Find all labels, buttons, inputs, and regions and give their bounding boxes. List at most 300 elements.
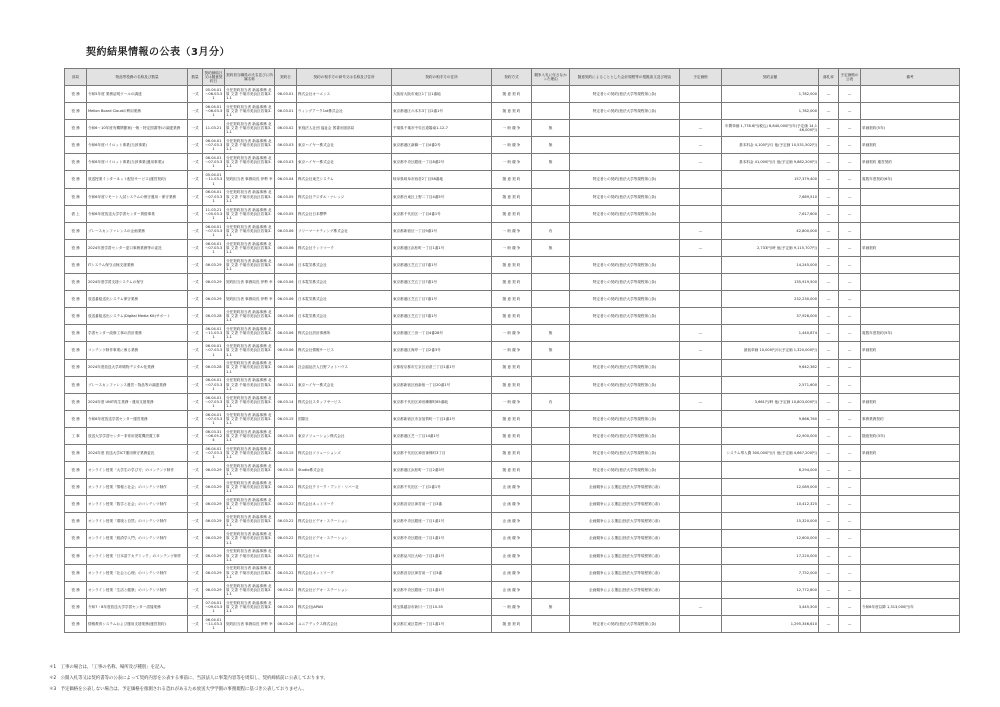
table-cell: 2024年度放送大学印刷物デジタル化業務: [87, 359, 188, 376]
table-row: [65, 325, 960, 342]
table-cell: [532, 376, 570, 393]
table-cell: [680, 410, 722, 427]
table-cell: 日本電気株式会社: [297, 308, 392, 325]
table-cell: 東京都千代田区一丁目1番1号: [392, 479, 492, 496]
table-cell: [680, 479, 722, 496]
table-cell: 特定者との契約(独法大学等規程第○条): [570, 103, 680, 120]
column-header: 予定価格の公表: [839, 69, 861, 86]
table-cell: 単価契約: [861, 342, 960, 359]
table-cell: 役 務: [65, 581, 87, 598]
table-cell: [861, 462, 960, 479]
table-cell: [532, 359, 570, 376]
table-cell: 役 務: [65, 410, 87, 427]
table-cell: 東京都新宿区西新宿一丁目20番1号: [392, 376, 492, 393]
table-cell: 一式: [188, 598, 203, 615]
table-cell: 分任契約担当者 新潟事務 北原 文香 千葉市美浜区若葉3-1-1: [225, 239, 275, 256]
table-cell: 特定者との契約(独法大学等規程第○条): [570, 188, 680, 205]
table-cell: 放送授業インターネット配信サービス(運営契約): [87, 171, 188, 188]
table-cell: —: [680, 239, 722, 256]
table-cell: 株式会社JAPAN: [297, 598, 392, 615]
table-cell: 役 務: [65, 359, 87, 376]
table-cell: 06.03.02: [275, 120, 297, 137]
table-cell: 株式会社ソリューションズ: [297, 444, 392, 461]
table-cell: [532, 615, 570, 632]
table-cell: 役 務: [65, 496, 87, 513]
table-cell: 無: [532, 239, 570, 256]
table-cell: [532, 291, 570, 308]
table-cell: [680, 103, 722, 120]
table-cell: 06.03.14: [275, 393, 297, 410]
table-cell: —: [819, 188, 839, 205]
table-cell: 単価契約: [861, 444, 960, 461]
table-cell: 11.03.21: [203, 120, 225, 137]
table-cell: 企画競争による選定(独法大学等規程第○条): [570, 479, 680, 496]
table-cell: —: [680, 325, 722, 342]
table-cell: [861, 376, 960, 393]
table-cell: 特定者との契約(独法大学等規程第○条): [570, 615, 680, 632]
table-row: [65, 256, 960, 273]
table-cell: 東京都新宿区一丁目9番1号: [392, 222, 492, 239]
table-cell: —: [839, 274, 861, 291]
table-cell: —: [839, 239, 861, 256]
table-cell: 分任契約担当者 新潟事務 北原 文香 千葉市美浜区若葉3-1-1: [225, 86, 275, 103]
table-cell: 7,752,000: [722, 564, 819, 581]
column-header: 契約担当職員の氏名並びに所属名称: [225, 69, 275, 86]
table-cell: 役 務: [65, 444, 87, 461]
table-cell: [570, 120, 680, 137]
table-cell: 分任契約担当者 新潟事務 北原 文香 千葉市美浜区若葉3-1-1: [225, 444, 275, 461]
table-cell: 8,294,000: [722, 462, 819, 479]
table-cell: 随 意 契 約: [492, 86, 532, 103]
table-cell: 06.03.06: [275, 325, 297, 342]
table-cell: 契約担当者 事務局長 伊勢 幸: [225, 274, 275, 291]
table-cell: —: [839, 188, 861, 205]
table-cell: 分任契約担当者 新潟事務 北原 文香 千葉市美浜区若葉3-1-1: [225, 154, 275, 171]
table-cell: —: [819, 291, 839, 308]
table-cell: オンライン授業「生活と健康」のコンテンツ制作: [87, 581, 188, 598]
table-cell: —: [839, 222, 861, 239]
table-cell: 株式会社ネットワーク: [297, 496, 392, 513]
table-cell: 分任契約担当者 新潟事務 北原 文香 千葉市美浜区若葉3-1-1: [225, 547, 275, 564]
table-cell: 06.03.22: [275, 547, 297, 564]
table-cell: 役 務: [65, 376, 87, 393]
table-cell: 06.04.01～07.03.31: [203, 376, 225, 393]
table-cell: 2024年度学習支援システムの保守: [87, 274, 188, 291]
table-cell: —: [839, 547, 861, 564]
table-cell: —: [819, 239, 839, 256]
table-cell: 一式: [188, 291, 203, 308]
table-cell: 企 画 競 争: [492, 547, 532, 564]
table-cell: —: [839, 444, 861, 461]
table-row: [65, 86, 960, 103]
table-cell: 06.03.28: [203, 308, 225, 325]
table-cell: 一式: [188, 462, 203, 479]
table-cell: 分任契約担当者 新潟事務 北原 文香 千葉市美浜区若葉3-1-1: [225, 120, 275, 137]
table-cell: 役 務: [65, 564, 87, 581]
table-cell: —: [819, 530, 839, 547]
table-cell: 令和7・8年度放送大学学習センター清掃業務: [87, 598, 188, 615]
table-cell: 役 務: [65, 222, 87, 239]
table-cell: [570, 342, 680, 359]
table-cell: 一式: [188, 137, 203, 154]
table-cell: 06.03.25: [275, 598, 297, 615]
table-cell: 東京都中央区銀座一丁目1番1号: [392, 530, 492, 547]
table-cell: 一 般 競 争: [492, 120, 532, 137]
table-cell: 国際社: [297, 410, 392, 427]
table-row: [65, 359, 960, 376]
table-cell: 役 務: [65, 86, 87, 103]
table-cell: 株式会社ビデオ・ステーション: [297, 513, 392, 530]
table-cell: 一式: [188, 547, 203, 564]
table-cell: [532, 188, 570, 205]
table-cell: 2024年度 UNIT再生業務・運用支援業務: [87, 393, 188, 410]
table-cell: 岐阜県岐阜市西荘2丁目58番地: [392, 171, 492, 188]
table-cell: 東京都港区浜松町一丁目1番1号: [392, 239, 492, 256]
table-cell: 06.03.06: [275, 342, 297, 359]
table-cell: 06.04.01～11.03.31: [203, 615, 225, 632]
table-cell: 株式会社設計事務所: [297, 325, 392, 342]
table-cell: 06.04.01～06.03.31: [203, 103, 225, 120]
table-cell: 9,866,760: [722, 410, 819, 427]
table-cell: 06.03.11: [275, 376, 297, 393]
table-cell: 企画競争による選定(独法大学等規程第○条): [570, 513, 680, 530]
table-row: [65, 393, 960, 410]
table-cell: 東京都新宿区市谷加賀町一丁目1番1号: [392, 410, 492, 427]
table-cell: 分任契約担当者 新潟事務 北原 文香 千葉市美浜区若葉3-1-1: [225, 513, 275, 530]
table-cell: [861, 291, 960, 308]
table-cell: 役 務: [65, 530, 87, 547]
table-cell: 役 務: [65, 137, 87, 154]
table-cell: [861, 205, 960, 222]
table-cell: 役 務: [65, 103, 87, 120]
table-cell: 特定者との契約(独法大学等規程第○条): [570, 171, 680, 188]
table-row: [65, 462, 960, 479]
table-cell: 06.04.01～07.03.31: [203, 410, 225, 427]
table-row: [65, 564, 960, 581]
table-cell: 06.03.04: [275, 171, 297, 188]
table-cell: 工 事: [65, 427, 87, 444]
table-cell: 無: [532, 325, 570, 342]
table-cell: 分任契約担当者 新潟事務 北原 文香 千葉市美浜区若葉3-1-1: [225, 256, 275, 273]
table-cell: 06.03.29: [203, 256, 225, 273]
table-cell: 随意契約(3年): [861, 427, 960, 444]
table-cell: 15,320,000: [722, 513, 819, 530]
table-cell: —: [819, 103, 839, 120]
table-cell: 特定者との契約(独法大学等規程第○条): [570, 86, 680, 103]
table-cell: 役 務: [65, 513, 87, 530]
table-row: [65, 598, 960, 615]
table-cell: 42,800,000: [722, 222, 819, 239]
table-cell: [861, 530, 960, 547]
table-cell: 株式会社デジタル・ナレッジ: [297, 188, 392, 205]
table-cell: 家庭法人社団 福祉会 図書出版部局: [297, 120, 392, 137]
table-cell: オンライン授業「数学と社会」のコンテンツ制作: [87, 496, 188, 513]
table-cell: ITシステム保守点検支援業務: [87, 256, 188, 273]
table-cell: 単価契約: [861, 393, 960, 410]
contract-table: [64, 68, 960, 633]
table-cell: 分任契約担当者 新潟事務 北原 文香 千葉市美浜区若葉3-1-1: [225, 410, 275, 427]
column-header: 予定価格: [680, 69, 722, 86]
table-cell: 一式: [188, 376, 203, 393]
table-cell: 分任契約担当者 新潟事務 北原 文香 千葉市美浜区若葉3-1-1: [225, 564, 275, 581]
table-cell: 一 般 競 争: [492, 393, 532, 410]
table-cell: 株式会社オーエンス: [297, 86, 392, 103]
table-cell: [680, 256, 722, 273]
table-cell: 随 意 契 約: [492, 103, 532, 120]
table-cell: 複数年度契約(5年): [861, 325, 960, 342]
table-cell: [532, 547, 570, 564]
table-cell: 一式: [188, 256, 203, 273]
table-cell: 東京都港区芝一丁目14番1号: [392, 427, 492, 444]
table-cell: 06.03.29: [203, 513, 225, 530]
table-header-row: [65, 69, 960, 86]
table-cell: —: [819, 479, 839, 496]
table-cell: 分任契約担当者 新潟事務 北原 文香 千葉市美浜区若葉3-1-1: [225, 496, 275, 513]
table-cell: 東京都中央区銀座一丁目1番1号: [392, 581, 492, 598]
table-cell: 7,689,510: [722, 188, 819, 205]
table-cell: 分任契約担当者 新潟事務 北原 文香 千葉市美浜区若葉3-1-1: [225, 598, 275, 615]
table-cell: 06.03.06: [275, 359, 297, 376]
table-cell: 無: [532, 120, 570, 137]
table-cell: [861, 103, 960, 120]
table-cell: 一式: [188, 564, 203, 581]
table-cell: 東京都港区三田一丁目4番28号: [392, 325, 492, 342]
table-cell: [680, 496, 722, 513]
table-cell: —: [839, 427, 861, 444]
table-cell: 大阪府大阪市東区1丁目1番地: [392, 86, 492, 103]
table-cell: 随 意 契 約: [492, 188, 532, 205]
table-cell: 1,295,346,610: [722, 615, 819, 632]
table-row: [65, 205, 960, 222]
table-cell: 06.04.01～07.03.31: [203, 239, 225, 256]
column-header: 随意契約によることとした会計規程等の根拠条文及び理由: [570, 69, 680, 86]
table-cell: [532, 530, 570, 547]
table-cell: 06.03.05: [275, 188, 297, 205]
table-row: [65, 427, 960, 444]
table-cell: 一式: [188, 120, 203, 137]
table-cell: 学習センター改修工事の設計業務: [87, 325, 188, 342]
table-cell: 11.03.21～05.03.31: [203, 205, 225, 222]
table-cell: [532, 564, 570, 581]
table-cell: 複数年度契約(6年): [861, 171, 960, 188]
table-cell: 東京都港区浜松町一丁目2番3号: [392, 462, 492, 479]
table-cell: 役 務: [65, 256, 87, 273]
table-body: [65, 86, 960, 633]
table-cell: —: [839, 120, 861, 137]
table-cell: 基本料金 41,000円/月 他(予定価 9,882,200円): [722, 154, 819, 171]
table-cell: —: [839, 598, 861, 615]
table-cell: 2024年度 放送大学ICT運用保守業務委託: [87, 444, 188, 461]
table-cell: —: [819, 308, 839, 325]
table-row: [65, 479, 960, 496]
table-cell: 232,230,000: [722, 291, 819, 308]
table-cell: 東京ハイヤー株式会社: [297, 137, 392, 154]
table-cell: 10,412,325: [722, 496, 819, 513]
table-cell: 1,782,000: [722, 103, 819, 120]
table-cell: [861, 547, 960, 564]
table-cell: 分任契約担当者 新潟事務 北原 文香 千葉市美浜区若葉3-1-1: [225, 188, 275, 205]
table-cell: [861, 496, 960, 513]
table-cell: 企 画 競 争: [492, 496, 532, 513]
table-cell: 東京都港区芝五丁目7番1号: [392, 256, 492, 273]
table-cell: [861, 564, 960, 581]
table-cell: 一式: [188, 86, 203, 103]
table-cell: 06.03.22: [275, 564, 297, 581]
table-cell: 役 務: [65, 120, 87, 137]
table-cell: 一 般 競 争: [492, 222, 532, 239]
table-cell: —: [819, 462, 839, 479]
table-cell: 一式: [188, 410, 203, 427]
table-cell: 一 般 競 争: [492, 154, 532, 171]
table-row: [65, 496, 960, 513]
table-cell: 06.03.22: [275, 513, 297, 530]
table-cell: [680, 581, 722, 598]
table-cell: 一式: [188, 427, 203, 444]
table-cell: 06.03.22: [275, 581, 297, 598]
table-cell: 企 画 競 争: [492, 530, 532, 547]
table-cell: 06.04.01～07.03.31: [203, 154, 225, 171]
table-cell: 株式会社ネットワーク: [297, 564, 392, 581]
table-cell: —: [819, 325, 839, 342]
table-cell: [861, 256, 960, 273]
table-cell: 一 般 競 争: [492, 598, 532, 615]
table-cell: [532, 427, 570, 444]
table-cell: 06.03.15: [275, 427, 297, 444]
table-cell: [532, 86, 570, 103]
table-cell: —: [819, 615, 839, 632]
table-cell: 特定者との契約(独法大学等規程第○条): [570, 427, 680, 444]
table-cell: 役 務: [65, 154, 87, 171]
table-cell: [861, 479, 960, 496]
table-cell: —: [839, 462, 861, 479]
table-cell: 06.03.06: [275, 274, 297, 291]
table-cell: 06.03.29: [203, 564, 225, 581]
table-cell: [861, 188, 960, 205]
page-title: 契約結果情報の公表（3月分）: [86, 47, 230, 58]
table-cell: 分任契約担当者 新潟事務 北原 文香 千葉市美浜区若葉3-1-1: [225, 325, 275, 342]
table-cell: —: [839, 308, 861, 325]
table-cell: [861, 274, 960, 291]
table-cell: 東京都千代田区一丁目4番1号: [392, 205, 492, 222]
table-cell: オンライン授業「日本語アカデミック」のコンテンツ制作: [87, 547, 188, 564]
footnotes: [49, 663, 979, 695]
table-cell: 単価契約: [861, 137, 960, 154]
table-cell: 一式: [188, 171, 203, 188]
table-cell: 一式: [188, 479, 203, 496]
table-row: [65, 120, 960, 137]
table-row: [65, 547, 960, 564]
table-cell: 06.04.01～07.03.31: [203, 444, 225, 461]
table-cell: 東京都江東区豊洲一丁目1番1号: [392, 615, 492, 632]
table-cell: —: [819, 86, 839, 103]
table-row: [65, 171, 960, 188]
table-cell: 一式: [188, 239, 203, 256]
table-cell: 企画競争による選定(独法大学等規程第○条): [570, 496, 680, 513]
table-cell: 分任契約担当者 新潟事務 北原 文香 千葉市美浜区若葉3-1-1: [225, 581, 275, 598]
table-cell: 随 意 契 約: [492, 444, 532, 461]
table-cell: オンライン授業「情報と社会」のコンテンツ制作: [87, 479, 188, 496]
table-cell: ウィングアーク1st株式会社: [297, 103, 392, 120]
table-cell: 役 務: [65, 342, 87, 359]
table-cell: 06.03.29: [203, 530, 225, 547]
table-cell: 分任契約担当者 新潟事務 北原 文香 千葉市美浜区若葉3-1-1: [225, 359, 275, 376]
table-cell: —: [819, 564, 839, 581]
table-cell: 分任契約担当者 新潟事務 北原 文香 千葉市美浜区若葉3-1-1: [225, 376, 275, 393]
table-cell: 06.03.01: [275, 103, 297, 120]
table-cell: —: [819, 154, 839, 171]
table-row: [65, 274, 960, 291]
table-cell: 令和6年度放送大学学習センター賃借事業: [87, 205, 188, 222]
table-cell: 企画競争による選定(独法大学等規程第○条): [570, 547, 680, 564]
table-cell: [680, 462, 722, 479]
table-cell: —: [819, 205, 839, 222]
table-cell: 一 般 競 争: [492, 342, 532, 359]
table-cell: 株式会社日本標準: [297, 205, 392, 222]
table-cell: オンライン授業「社会と心理」のコンテンツ制作: [87, 564, 188, 581]
footnote-2: ＊2 公開入札等又は契約書等の公表によって契約内容を公表する事前に、当該法人に事業内容等を周知し、契約締結前に公表しております。: [49, 675, 329, 681]
table-cell: 一式: [188, 222, 203, 239]
table-cell: 日本電気株式会社: [297, 274, 392, 291]
table-cell: 令和5年度 業務証明ツールの調達: [87, 86, 188, 103]
column-header: 契約方式: [492, 69, 532, 86]
table-cell: —: [839, 103, 861, 120]
table-cell: 一式: [188, 205, 203, 222]
table-cell: 分任契約担当者 新潟事務 北原 文香 千葉市美浜区若葉3-1-1: [225, 530, 275, 547]
table-cell: [532, 496, 570, 513]
table-cell: [532, 171, 570, 188]
table-cell: 特定者との契約(独法大学等規程第○条): [570, 205, 680, 222]
table-cell: —: [819, 120, 839, 137]
table-cell: 06.03.22: [275, 479, 297, 496]
table-row: [65, 103, 960, 120]
footnote-1: ＊1 工事の場合は、「工事の名称、場所及び種別」を記入。: [49, 665, 169, 670]
table-cell: 随 意 契 約: [492, 615, 532, 632]
column-header: 契約日: [275, 69, 297, 86]
table-row: [65, 239, 960, 256]
table-cell: [861, 308, 960, 325]
table-row: [65, 154, 960, 171]
table-cell: 契約担当者 事務局長 伊勢 幸: [225, 615, 275, 632]
table-cell: —: [839, 615, 861, 632]
table-cell: 06.04.01～07.03.31: [203, 222, 225, 239]
table-cell: 東京都渋谷区神宮前一丁目3番: [392, 564, 492, 581]
table-cell: 埼玉県越谷市新川一丁目10-55: [392, 598, 492, 615]
table-cell: [532, 462, 570, 479]
table-cell: 42,900,000: [722, 427, 819, 444]
table-cell: ソリーマーケティング株式会社: [297, 222, 392, 239]
table-row: [65, 308, 960, 325]
table-cell: 随 意 契 約: [492, 359, 532, 376]
table-cell: 一式: [188, 513, 203, 530]
table-cell: 一式: [188, 103, 203, 120]
table-cell: —: [819, 256, 839, 273]
table-cell: 企 画 競 争: [492, 564, 532, 581]
table-cell: —: [819, 376, 839, 393]
table-cell: 157,379,400: [722, 171, 819, 188]
table-cell: [570, 598, 680, 615]
table-cell: [680, 564, 722, 581]
table-cell: —: [680, 393, 722, 410]
table-cell: 役 務: [65, 188, 87, 205]
table-cell: —: [819, 410, 839, 427]
table-cell: [680, 444, 722, 461]
table-cell: —: [819, 496, 839, 513]
table-cell: —: [819, 547, 839, 564]
table-cell: 日本電気株式会社: [297, 256, 392, 273]
table-cell: 東京都千代田区神田練塀町85番地: [392, 393, 492, 410]
table-cell: 一式: [188, 342, 203, 359]
table-cell: 分任契約担当者 新潟事務 北原 文香 千葉市美浜区若葉3-1-1: [225, 222, 275, 239]
